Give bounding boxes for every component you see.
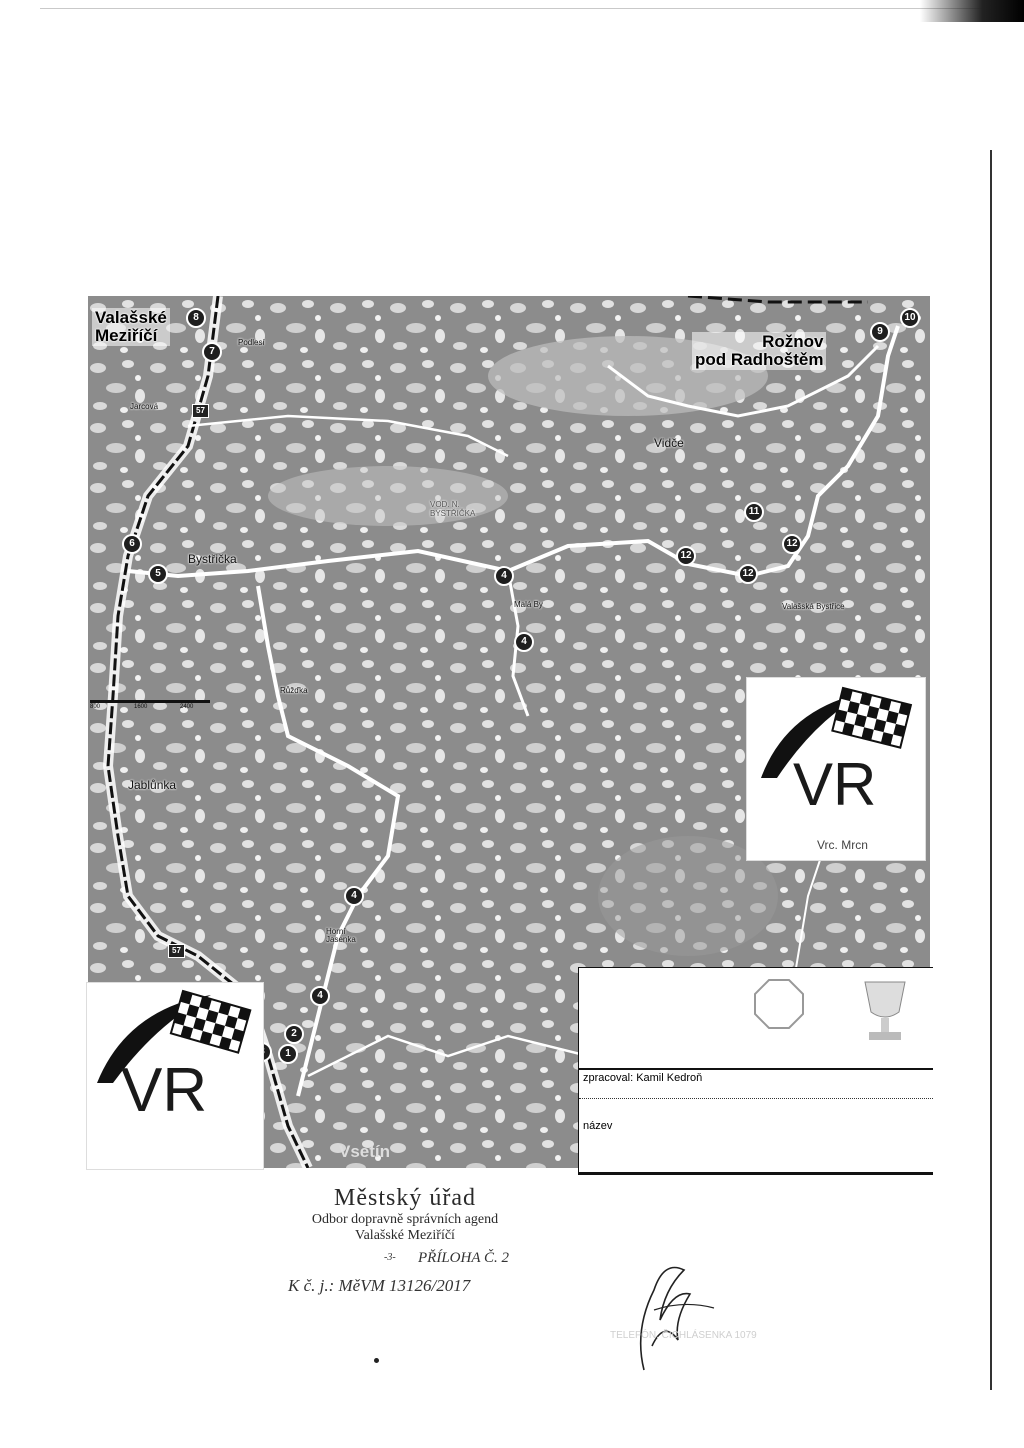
attachment-note: PŘÍLOHA Č. 2 bbox=[418, 1250, 509, 1266]
reference-number: K č. j.: MěVM 13126/2017 bbox=[288, 1276, 471, 1295]
route-marker: 4 bbox=[310, 986, 330, 1006]
place-mala-bystrice: Malá By bbox=[514, 600, 543, 609]
place-ruzdka: Růžďka bbox=[280, 686, 308, 695]
place-horni-jasenka: Horní Jasenka bbox=[326, 927, 356, 944]
ink-dot bbox=[374, 1358, 379, 1363]
scale-tick: 1600 bbox=[134, 704, 148, 710]
page-edge bbox=[40, 8, 1024, 9]
route-marker: 8 bbox=[186, 308, 206, 328]
title-block bbox=[578, 967, 933, 1175]
place-jarcova: Jarcová bbox=[130, 402, 159, 411]
stamp-city: Valašské Meziříčí bbox=[355, 1228, 455, 1243]
place-valasske-mezirici: Valašské Meziříčí bbox=[92, 308, 170, 346]
place-jablunka: Jablůnka bbox=[128, 778, 177, 792]
place-valasska-bystrice: Valašská Bystřice bbox=[782, 602, 845, 611]
signature bbox=[594, 1250, 734, 1380]
route-marker: 4 bbox=[514, 632, 534, 652]
stamp-department: Odbor dopravně správních agend bbox=[311, 1212, 499, 1227]
road-number-57: 57 bbox=[168, 944, 185, 958]
logo-caption: Vrc. Mrcn bbox=[817, 838, 868, 852]
trophy-icon bbox=[855, 978, 915, 1048]
logo-letters: VR bbox=[121, 1056, 208, 1125]
place-vodni-bystricka: VOD. N. BYSTŘIČKA bbox=[430, 500, 476, 518]
vr-logo bbox=[86, 982, 264, 1170]
page-border-line bbox=[990, 150, 992, 1390]
route-marker: 5 bbox=[148, 564, 168, 584]
stamp-title: Městský úřad bbox=[334, 1185, 476, 1211]
route-marker: 12 bbox=[676, 546, 696, 566]
route-marker: 12 bbox=[738, 564, 758, 584]
scale-tick: 2400 bbox=[180, 704, 194, 710]
office-stamp bbox=[270, 1185, 540, 1244]
place-roznov: Rožnov pod Radhoštěm bbox=[692, 332, 826, 370]
route-marker: 2 bbox=[284, 1024, 304, 1044]
route-marker: 10 bbox=[900, 308, 920, 328]
divider bbox=[579, 1098, 933, 1099]
route-marker: 6 bbox=[122, 534, 142, 554]
stop-sign-icon bbox=[749, 976, 869, 1036]
vr-logo bbox=[746, 677, 926, 861]
route-marker: 1 bbox=[278, 1044, 298, 1064]
route-marker: 12 bbox=[782, 534, 802, 554]
logo-letters: VR bbox=[793, 751, 877, 818]
faint-stamp-text: TELEFÓN, ČICHLÁSENKA 1079 bbox=[610, 1330, 757, 1341]
page-number-note: -3- bbox=[384, 1252, 396, 1263]
route-marker: 4 bbox=[344, 886, 364, 906]
scan-shadow bbox=[920, 0, 1024, 22]
divider bbox=[579, 1068, 933, 1070]
place-vidce: Vidče bbox=[654, 436, 684, 450]
place-bystricka: Bystřička bbox=[188, 552, 237, 566]
route-marker: 9 bbox=[870, 322, 890, 342]
place-vsetin: Vsetín bbox=[339, 1142, 391, 1161]
scale-tick: 800 bbox=[90, 704, 101, 710]
route-marker: 11 bbox=[744, 502, 764, 522]
place-podlesi: Podlesí bbox=[238, 338, 265, 347]
route-marker: 7 bbox=[202, 342, 222, 362]
divider bbox=[579, 1172, 933, 1174]
route-marker: 4 bbox=[494, 566, 514, 586]
prepared-by: zpracoval: Kamil Kedroň bbox=[583, 1072, 703, 1084]
name-label: název bbox=[583, 1120, 613, 1132]
road-number-57: 57 bbox=[192, 404, 209, 418]
